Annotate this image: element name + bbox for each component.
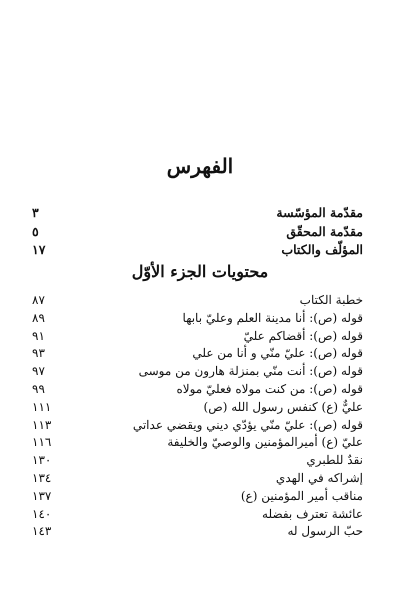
toc-entry-page: ١٣٠ [32,453,52,468]
toc-entry-page: ٩٩ [32,381,45,396]
contents-list [32,292,363,541]
toc-entry-page: ٥ [32,223,39,239]
toc-entry-page: ٩٧ [32,364,45,379]
toc-entry[interactable] [32,470,363,488]
toc-entry[interactable] [32,328,363,346]
toc-entry[interactable] [32,506,363,524]
toc-entry-title: عليّ (ع) أميرالمؤمنين والوصيّ والخليفة [167,435,363,450]
toc-entry[interactable] [32,523,363,541]
toc-entry-page: ١١١ [32,399,52,414]
toc-entry-page: ٨٧ [32,293,45,307]
toc-entry-page: ١٧ [32,242,46,257]
toc-entry-title: مناقب أمير المؤمنين (ع) [240,488,363,503]
toc-entry[interactable] [32,204,363,223]
toc-entry-title: نقدٌ للطبري [306,453,363,468]
toc-entry-title: قوله (ص): عليّ منّي و أنا من علي [192,346,363,361]
toc-entry-title: حبّ الرسول له [287,524,363,539]
toc-entry-title: مقدّمة المؤسّسة [276,205,363,220]
toc-entry-title: عائشة تعترف بفضله [262,506,363,521]
front-matter-list [32,204,363,260]
toc-entry-title: إشراكه في الهدي [275,470,363,485]
toc-entry[interactable] [32,310,363,328]
toc-entry-title: قوله (ص): أنا مدينة العلم وعليّ بابها [182,310,363,325]
toc-entry-page: ١٤٠ [32,506,52,521]
toc-entry-title: مقدّمة المحقّق [286,223,363,239]
toc-entry[interactable] [32,434,363,452]
toc-entry-page: ١٤٣ [32,524,52,539]
toc-entry-title: قوله (ص): أنت منّي بمنزلة هارون من موسى [138,364,363,379]
toc-entry-page: ٨٩ [32,310,45,325]
toc-entry[interactable] [32,381,363,399]
toc-entry-title: قوله (ص): عليّ منّي يؤدّي ديني ويقضي عداتي [132,417,363,432]
toc-entry-page: ٩٣ [32,346,45,361]
toc-entry[interactable] [32,399,363,417]
toc-entry-page: ١٣٧ [32,488,52,503]
toc-entry-title: خطبة الكتاب [299,293,363,307]
toc-entry-title: عليٌّ (ع) كنفس رسول الله (ص) [203,399,363,414]
toc-entry-title: قوله (ص): من كنت مولاه فعليّ مولاه [176,381,363,396]
toc-entry[interactable] [32,345,363,363]
toc-entry-page: ٣ [32,205,39,220]
toc-entry[interactable] [32,223,363,242]
toc-entry-title: قوله (ص): أقضاكم عليّ [243,328,363,343]
toc-entry-page: ٩١ [32,328,45,343]
toc-entry[interactable] [32,241,363,260]
toc-entry-title: المؤلّف والكتاب [281,242,363,257]
toc-entry[interactable] [32,452,363,470]
toc-entry[interactable] [32,363,363,381]
index-heading: الفهرس [166,154,234,178]
volume-heading: محتويات الجزء الأوّل [131,262,269,281]
toc-entry-page: ١١٣ [32,417,52,432]
toc-entry-page: ١١٦ [32,435,52,450]
toc-entry-page: ١٣٤ [32,470,52,485]
toc-entry[interactable] [32,417,363,435]
toc-entry[interactable] [32,292,363,310]
toc-entry[interactable] [32,488,363,506]
